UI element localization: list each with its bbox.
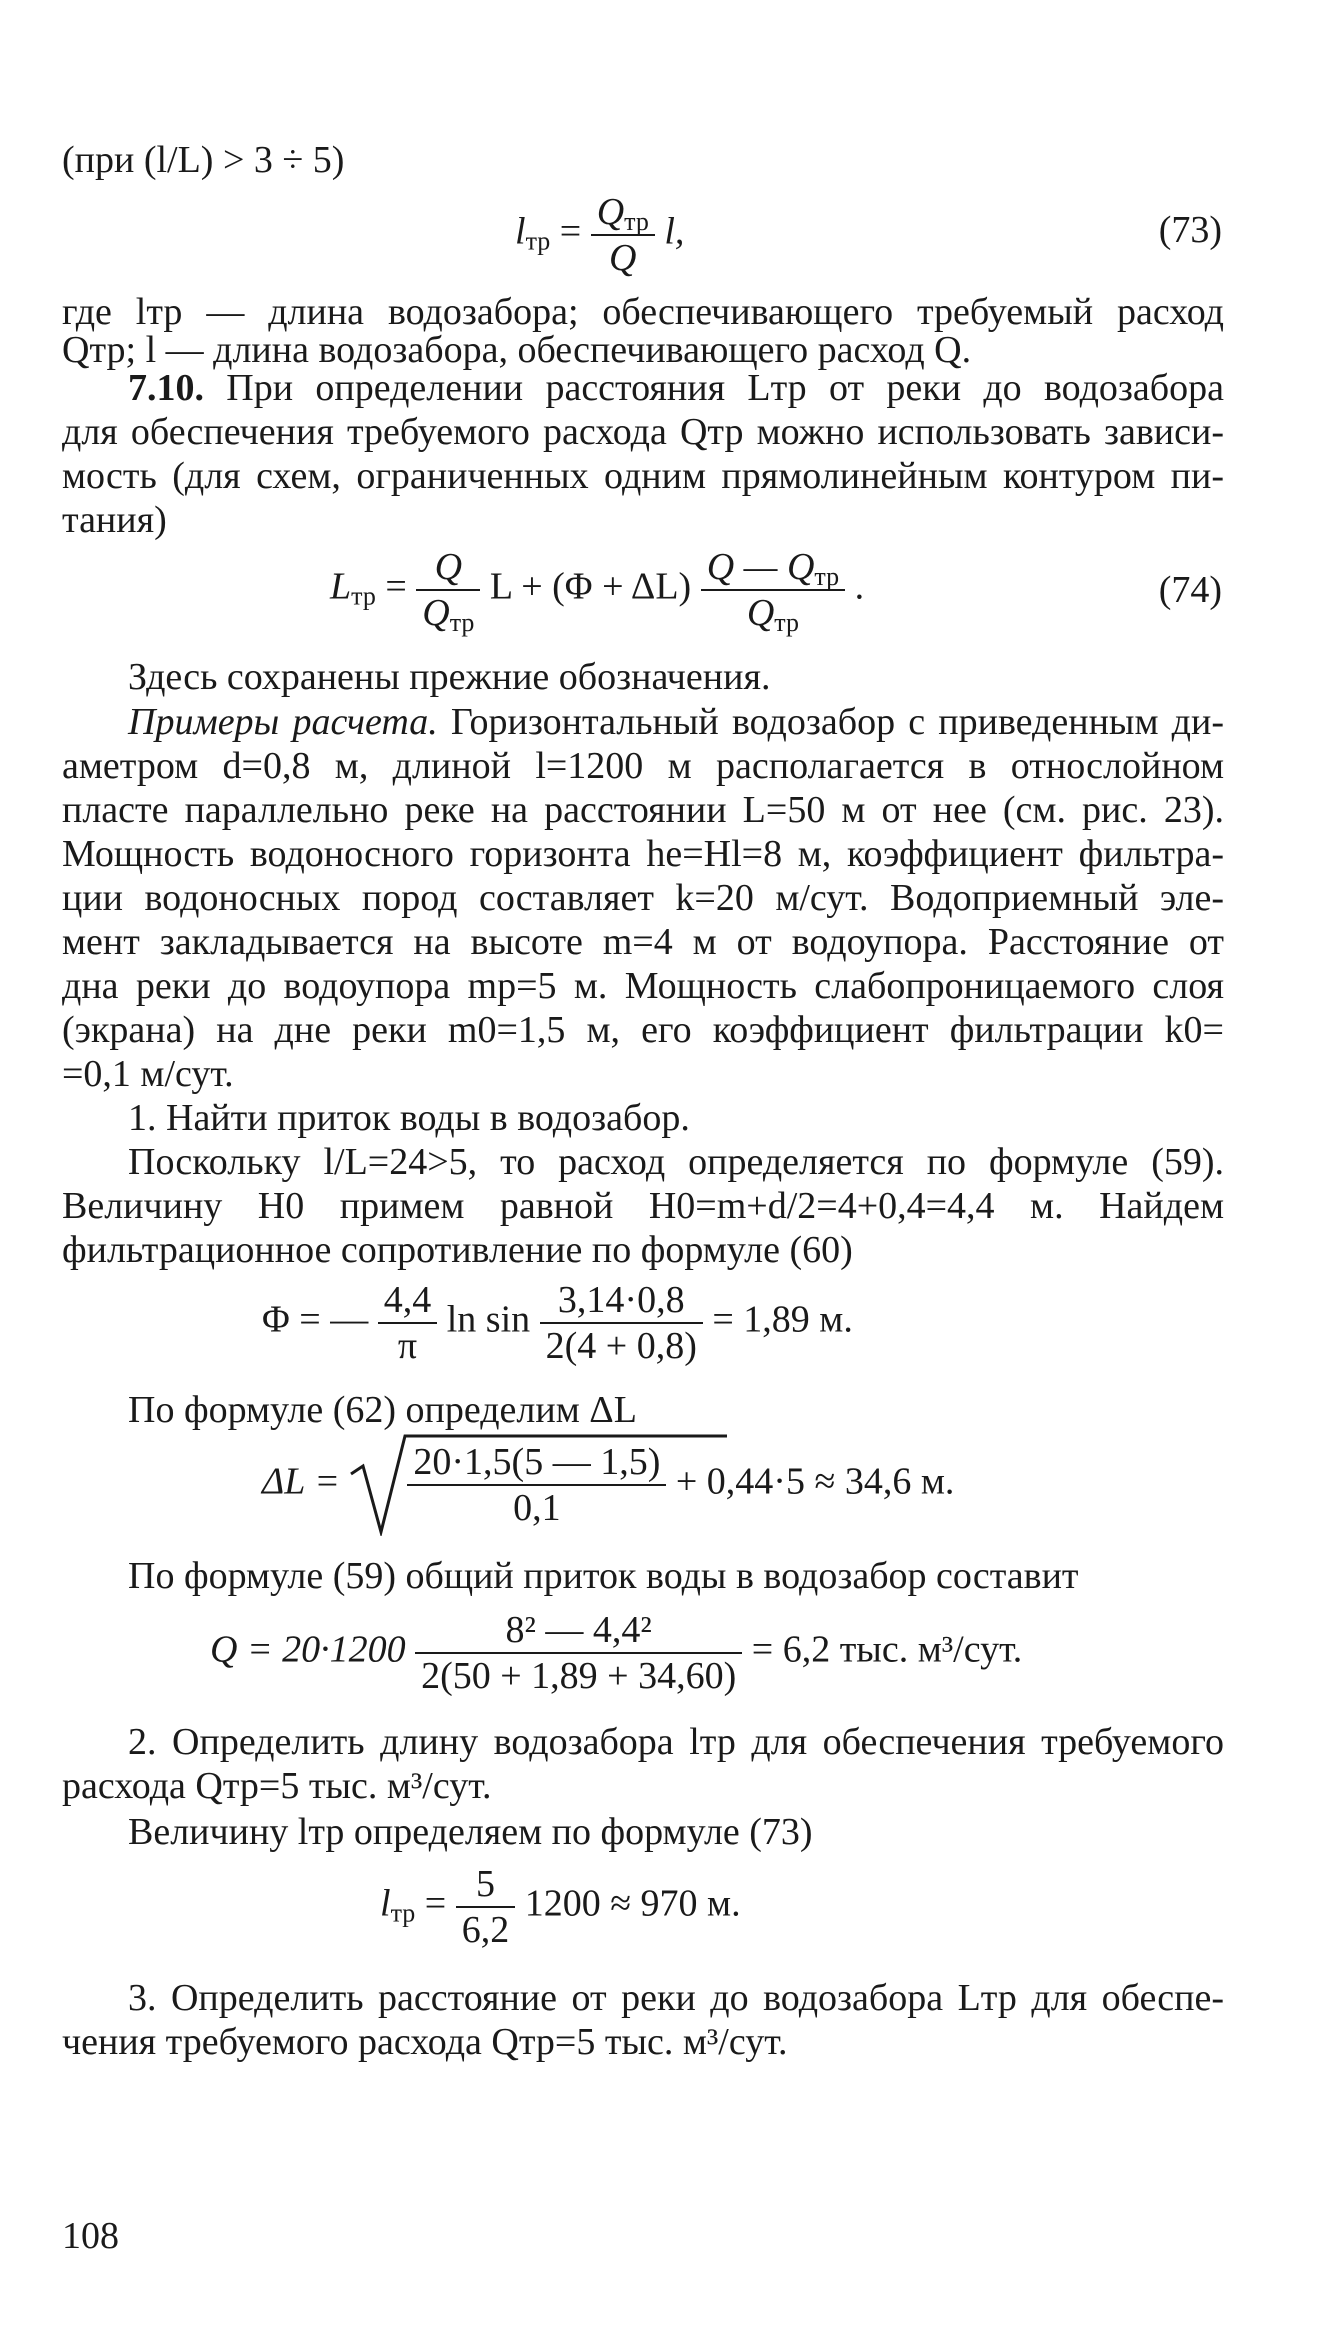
equation-number: (74) <box>1158 569 1222 611</box>
text-line: для обеспечения требуемого расхода Qтр можно использовать зависи- <box>62 411 1224 453</box>
text-line: Поскольку l/L=24>5, то расход определяется по формуле (59). <box>128 1141 1224 1183</box>
text-line: чения требуемого расхода Qтр=5 тыс. м³/сут. <box>62 2021 788 2063</box>
text-line: аметром d=0,8 м, длиной l=1200 м располагается в относлойном <box>62 745 1224 787</box>
fraction: $\frac{3,14\cdot 0,8}{2(4 + 0,8)}$ <box>540 1278 703 1368</box>
text-line: Qтр; l — длина водозабора, обеспечивающего расход Q. <box>62 329 972 371</box>
equation-74: $L_{тр}$ = $\frac{Q}{Q_{тр}}$ L + (Φ + ΔL) $\frac{Q — Q_{тр}}{Q_{тр}}$ . <box>330 546 865 637</box>
text-line: дна реки до водоупора mp=5 м. Мощность слабопроницаемого слоя <box>62 965 1224 1007</box>
text-line: (при (l/L) > 3 ÷ 5) <box>62 139 345 181</box>
square-root <box>349 1440 666 1530</box>
text-line: Величину H0 примем равной H0=m+d/2=4+0,4=4,4 м. Найдем <box>62 1185 1224 1227</box>
task-1-line: 1. Найти приток воды в водозабор. <box>128 1097 690 1139</box>
fraction: $\frac{20\cdot 1,5(5 — 1,5)}{0,1}$ <box>407 1440 666 1530</box>
text-line: По формуле (62) определим ΔL <box>128 1389 637 1431</box>
task-3-line: 3. Определить расстояние от реки до водозабора Lтр для обеспе- <box>128 1977 1224 2019</box>
fraction: $\frac{Q — Q_{тр}}{Q_{тр}}$ <box>701 545 845 635</box>
equation-73: $l_{тр}$ = $\frac{Q_{тр}}{Q}$ l, <box>515 191 685 279</box>
text-line: По формуле (59) общий приток воды в водозабор составит <box>128 1555 1079 1597</box>
task-2-line: 2. Определить длину водозабора lтр для обеспечения требуемого <box>128 1721 1224 1763</box>
fraction: $\frac{\text{8² — 4,4²}}{2(50 + 1,89 + 34,60)}$ <box>415 1608 742 1698</box>
text-line: расхода Qтр=5 тыс. м³/сут. <box>62 1765 492 1807</box>
equation-delta-l: ΔL = $\frac{20\cdot 1,5(5 — 1,5)}{0,1}$ + 0,44·5 ≈ 34,6 м. <box>262 1440 954 1530</box>
text-line: ции водоносных пород составляет k=20 м/сут. Водоприемный эле- <box>62 877 1224 919</box>
fraction: $\frac{5}{6,2}$ <box>456 1862 516 1952</box>
page-number: 108 <box>62 2215 119 2257</box>
equation-number: (73) <box>1158 209 1222 251</box>
equation-phi: Φ = — $\frac{4,4}{\pi}$ ln sin $\frac{3,14\cdot 0,8}{2(4 + 0,8)}$ = 1,89 м. <box>262 1279 853 1367</box>
text-line: Здесь сохранены прежние обозначения. <box>128 656 771 698</box>
text-line: фильтрационное сопротивление по формуле (60) <box>62 1229 853 1271</box>
fraction: $\frac{Q}{Q_{тр}}$ <box>416 545 480 635</box>
section-7-10-line: 7.10. При определении расстояния Lтр от реки до водозабора <box>128 367 1224 409</box>
text-line: пласте параллельно реке на расстоянии L=50 м от нее (см. рис. 23). <box>62 789 1224 831</box>
equation-l-tr: $l_{тр}$ = $\frac{5}{6,2}$ 1200 ≈ 970 м. <box>380 1863 741 1951</box>
text-line: =0,1 м/сут. <box>62 1053 234 1095</box>
text-line: где lтр — длина водозабора; обеспечивающего требуемый расход <box>62 291 1224 333</box>
equation-q: Q = 20·1200 $\frac{\text{8² — 4,4²}}{2(50 + 1,89 + 34,60)}$ = 6,2 тыс. м³/сут. <box>210 1609 1023 1697</box>
text-line: Мощность водоносного горизонта he=Hl=8 м, коэффициент фильтра- <box>62 833 1224 875</box>
fraction: $\frac{4,4}{\pi}$ <box>378 1278 438 1368</box>
fraction: $\frac{Q_{тр}}{Q}$ <box>591 190 655 280</box>
text-line: мент закладывается на высоте m=4 м от водоупора. Расстояние от <box>62 921 1224 963</box>
text-line: Величину lтр определяем по формуле (73) <box>128 1811 813 1853</box>
examples-heading-line: Примеры расчета. Горизонтальный водозабор с приведенным ди- <box>128 701 1224 743</box>
text-line: мость (для схем, ограниченных одним прямолинейным контуром пи- <box>62 455 1224 497</box>
text-line: (экрана) на дне реки m0=1,5 м, его коэффициент фильтрации k0= <box>62 1009 1224 1051</box>
text-line: тания) <box>62 499 167 541</box>
